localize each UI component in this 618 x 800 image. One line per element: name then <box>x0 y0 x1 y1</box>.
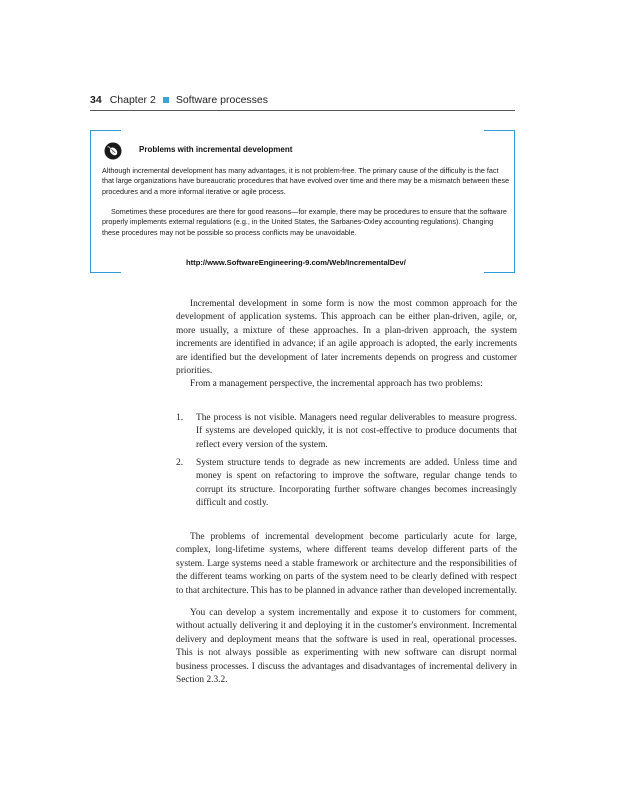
body-paragraph: You can develop a system incrementally and expose it to customers for comment, without actually delivering it and deploying it in the customer's environment. Incremental delivery and deployment means that the software is used in real, operational processes. This is not always possible as experimenting with new software can disrupt normal business processes. I discuss the advantages and disadvantages of incremental delivery in Section 2.3.2. <box>176 608 517 686</box>
box-paragraph: Sometimes these procedures are there for good reasons—for example, there may be procedures to ensure that the software properly implements external regulations (e.g., in the United States, the Sarbanes-Oxley accounting regulations). Changing these procedures may not be possible so process conflicts may be unavoidable. <box>102 207 507 237</box>
list-item-number: 2. <box>176 458 184 468</box>
numbered-list <box>176 412 517 452</box>
list-item-text: The process is not visible. Managers need regular deliverables to measure progress. If systems are developed quickly, it is not cost-effective to produce documents that reflect every version of the system. <box>196 413 517 450</box>
box-right-bracket <box>484 130 515 273</box>
header-square-bullet <box>163 97 169 103</box>
list-item-text: System structure tends to degrade as new increments are added. Unless time and money is spent on refactoring to improve the software, regular change tends to corrupt its structure. Incorporating further software changes becomes increasingly difficult and costly. <box>196 458 517 509</box>
header-rule <box>90 110 515 111</box>
box-url-link[interactable]: http://www.SoftwareEngineering-9.com/Web/IncrementalDev/ <box>186 258 406 267</box>
box-paragraph: Although incremental development has many advantages, it is not problem-free. The primary cause of the difficulty is the fact that large organizations have bureaucratic procedures that have evolved over time and there may be a mismatch between these procedures and a more informal iterative or agile process. <box>102 166 510 196</box>
list-item <box>176 412 517 452</box>
list-item-number: 1. <box>176 413 184 423</box>
list-item <box>176 457 517 511</box>
mouse-icon <box>104 142 122 160</box>
section-label: Software processes <box>175 94 269 106</box>
running-header <box>90 94 514 106</box>
chapter-label: Chapter 2 <box>109 94 156 106</box>
body-paragraph: From a management perspective, the incremental approach has two problems: <box>190 379 483 389</box>
body-paragraph: Incremental development in some form is now the most common approach for the development of application systems. This approach can be either plan-driven, agile, or, more usually, a mixture of these approaches. In a plan-driven approach, the system increments are identified in advance; if an agile approach is adopted, the early increments are identified but the development of later increments depends on progress and customer priorities. <box>176 299 517 377</box>
body-paragraph: The problems of incremental development become particularly acute for large, complex, long-lifetime systems, where different teams develop different parts of the system. Large systems need a stable framework or architecture and the responsibilities of the different teams working on parts of the system need to be clearly defined with respect to that architecture. This has to be planned in advance rather than developed incrementally. <box>176 532 518 596</box>
box-title: Problems with incremental development <box>139 145 293 154</box>
numbered-list <box>176 457 517 511</box>
page-number: 34 <box>90 94 102 106</box>
